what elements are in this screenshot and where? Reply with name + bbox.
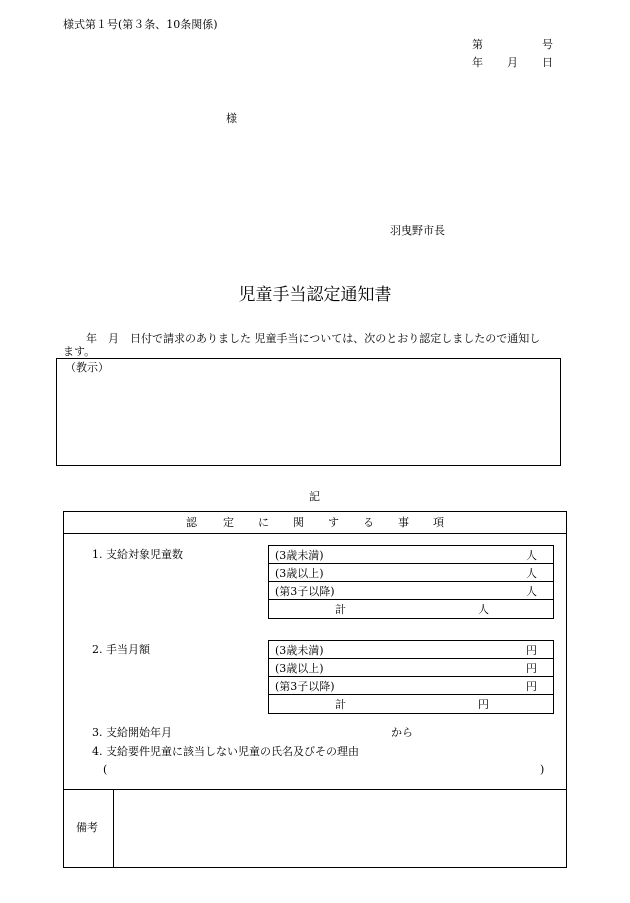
- total-unit: 人: [478, 603, 489, 616]
- table-row: [269, 659, 553, 677]
- date-month: 月: [507, 56, 518, 69]
- row-unit: 円: [526, 644, 537, 657]
- table-row: [269, 677, 553, 695]
- table-total-row: [269, 695, 553, 713]
- section-header-char: す: [328, 516, 339, 529]
- row-label: (3歳以上): [275, 567, 324, 580]
- remarks-label: 備考: [76, 821, 98, 834]
- section-header-char: 定: [223, 516, 234, 529]
- section-header-char: 関: [293, 516, 304, 529]
- section-header-char: 事: [398, 516, 409, 529]
- item2-label: 2. 手当月額: [92, 643, 150, 656]
- instruction-box: [56, 358, 561, 466]
- row-label: (第3子以降): [275, 585, 335, 598]
- total-label: 計: [335, 603, 346, 616]
- instruction-label: （教示）: [65, 361, 109, 374]
- section-header-char: る: [363, 516, 374, 529]
- section-header: [186, 517, 444, 528]
- item1-label: 1. 支給対象児童数: [92, 548, 183, 561]
- row-label: (3歳未満): [275, 644, 324, 657]
- item4-close-paren: ): [540, 763, 545, 776]
- monthly-amount-table: [268, 640, 554, 714]
- item3-label: 3. 支給開始年月: [92, 726, 172, 739]
- remarks-divider: [63, 789, 567, 790]
- row-unit: 円: [526, 662, 537, 675]
- table-row: [269, 582, 553, 600]
- body-text-line2: ます。: [63, 345, 96, 358]
- total-unit: 円: [478, 698, 489, 711]
- item3-suffix: から: [391, 726, 413, 739]
- addressee-honorific: 様: [226, 112, 237, 125]
- row-label: (第3子以降): [275, 680, 335, 693]
- body-text-line1: 年 月 日付で請求のありました 児童手当については、次のとおり認定しましたので通知し: [86, 332, 541, 345]
- row-unit: 人: [526, 567, 537, 580]
- header-divider: [63, 533, 567, 534]
- form-label: 様式第１号(第３条、10条関係): [63, 18, 218, 31]
- table-row: [269, 546, 553, 564]
- table-row: [269, 641, 553, 659]
- row-label: (3歳以上): [275, 662, 324, 675]
- remarks-vertical-divider: [113, 789, 114, 868]
- date-year: 年: [472, 56, 483, 69]
- section-header-char: 認: [186, 516, 197, 529]
- item4-open-paren: (: [103, 763, 108, 776]
- number-suffix: 号: [542, 38, 553, 51]
- table-total-row: [269, 600, 553, 618]
- total-label: 計: [335, 698, 346, 711]
- ki-label: 記: [309, 490, 320, 503]
- item4-label: 4. 支給要件児童に該当しない児童の氏名及びその理由: [92, 745, 359, 758]
- row-unit: 人: [526, 585, 537, 598]
- row-unit: 人: [526, 549, 537, 562]
- section-header-char: 項: [433, 516, 444, 529]
- row-unit: 円: [526, 680, 537, 693]
- issuer-name: 羽曳野市長: [390, 224, 445, 237]
- document-title: 児童手当認定通知書: [238, 285, 392, 305]
- table-row: [269, 564, 553, 582]
- date-day: 日: [542, 56, 553, 69]
- row-label: (3歳未満): [275, 549, 324, 562]
- number-prefix: 第: [472, 38, 483, 51]
- section-header-char: に: [258, 516, 269, 529]
- children-count-table: [268, 545, 554, 619]
